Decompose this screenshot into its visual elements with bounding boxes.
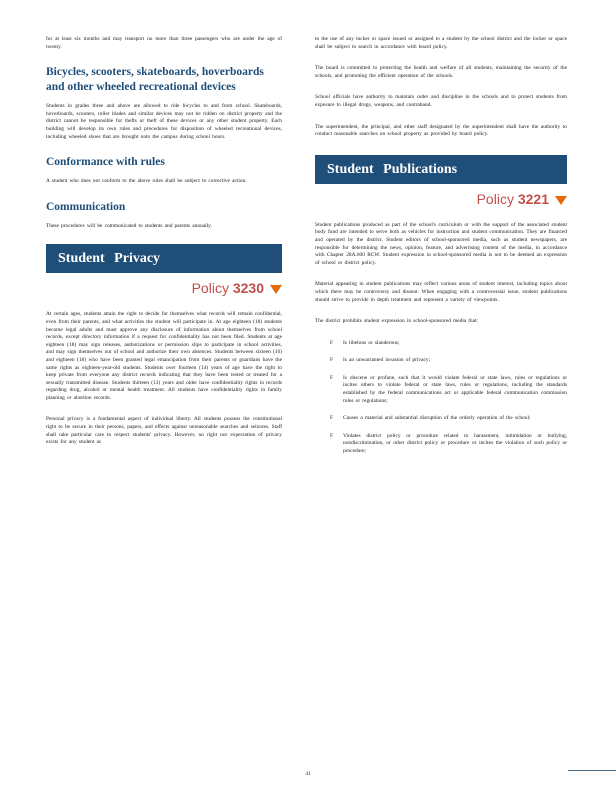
privacy-paragraph-1: At certain ages, students attain the right to decide for themselves what records will remain confidential, even from their parents, and what activities the student will participate in. At age eighteen (18) students become legal adults and must approve any disclosure of information about themselves from school records, except directory information if a request for confidentiality has not been filed. Students at age eighteen (18) may sign releases, authorizations or permission slips to participate in school activities, and may sign themselves out of school and authorize their own absences. Students between sixteen (16) and eighteen (18) who have been granted legal emancipation from their parents or guardians have the same rights as eighteen-year-old students. Students over fourteen (14) years of age have the right to keep private from everyone any district records indicating that they have been tested or treated for a sexually transmitted disease. Students thirteen (13) years and older have confidentiality rights in records regarding drug, alcohol or mental health treatment. All students have confidentiality rights in family planning or abortion records. <box>46 311 282 401</box>
list-item: F Is libelous or slanderous; <box>330 339 400 346</box>
list-item: F Is an unwarranted invasion of privacy; <box>330 357 431 364</box>
conformance-heading: Conformance with rules <box>46 156 165 169</box>
student-publications-banner: Student Publications <box>315 155 567 184</box>
triangle-down-icon <box>270 285 282 294</box>
locker-paragraph: to the use of any locker or space issued or assigned to a student by the school district and the locker or space shall be subject to search in accordance with board policy. <box>315 36 567 50</box>
list-item: F Causes a material and substantial disruption of the orderly operation of the school; <box>330 415 531 422</box>
privacy-paragraph-2: Personal privacy is a fundamental aspect of individual liberty. All students possess the constitutional right to be secure in their persons, papers, and effects against unreasonable searches and seizures. Staff shall take particular care to respect students' privacy. However, no right nor expectation of privacy exists for any student as <box>46 416 282 446</box>
triangle-down-icon <box>555 196 567 205</box>
bullet-icon: F <box>330 374 333 381</box>
bullet-icon: F <box>330 415 333 422</box>
policy-3230-label <box>46 279 282 297</box>
communication-heading: Communication <box>46 200 126 213</box>
policy-3221-label <box>315 190 567 208</box>
policy-label-text: Policy <box>476 190 514 207</box>
publications-paragraph-2: Material appearing in student publications may reflect various areas of student interest, including topics about which there may be controversy and dissent. When engaging with a controversial issue, student publications should strive to provide in depth treatment and represent a variety of viewpoints. <box>315 281 567 303</box>
conformance-paragraph: A student who does not conform to the above rules shall be subject to corrective action. <box>46 178 247 185</box>
bullet-icon: F <box>330 357 333 364</box>
policy-number: 3230 <box>232 280 264 297</box>
list-item: F Is obscene or profane, such that it would violate federal or state laws, rules or regulations or incites others to violate federal or state laws, rules or regulations, including the standards established by the federal communications act or applicable federal communication commission rules or regulations; <box>330 374 567 404</box>
bullet-icon: F <box>330 432 333 439</box>
communication-paragraph: These procedures will be communicated to students and parents annually. <box>46 222 212 229</box>
intro-paragraph: for at least six months and may transport no more than three passengers who are under the age of twenty. <box>46 36 282 50</box>
student-privacy-banner: Student Privacy <box>46 244 282 273</box>
officials-paragraph: School officials have authority to maintain order and discipline in the schools and to protect students from exposure to illegal drugs, weapons, and contraband. <box>315 94 567 108</box>
board-paragraph: The board is committed to protecting the health and welfare of all students, maintaining the security of the schools, and promoting the efficient operation of the schools. <box>315 65 567 79</box>
page-number: 41 <box>305 771 311 777</box>
prohibited-list <box>315 340 567 456</box>
list-item: F Violates district policy or procedure related to harassment, intimidation or bullying, nondiscrimination, or other district policy or procedure or incites the violation of such policy or procedure; <box>330 432 567 455</box>
publications-paragraph-3: The district prohibits student expression in school-sponsored media that: <box>315 318 479 325</box>
superintendent-paragraph: The superintendent, the principal, and other staff designated by the superintendent shall have the authority to conduct reasonable searches on school property as provided by board policy. <box>315 123 567 138</box>
publications-paragraph-1: Student publications produced as part of the school's curriculum or with the support of the associated student body fund are intended to serve both as vehicles for instruction and student communication. They are financed and operated by the district. Student editors of school-sponsored media, such as student newspapers, are responsible for determining the news, opinion, feature, and advertising content of the media, in accordance with Chapter 28A.600 RCW. Student expression in school-sponsored media is not to be deemed an expression of school or district policy. <box>315 221 567 266</box>
right-column <box>315 36 567 466</box>
bullet-icon: F <box>330 339 333 346</box>
policy-label-text: Policy <box>191 280 229 297</box>
bikes-heading: Bicycles, scooters, skateboards, hoverboards and other wheeled recreational devices <box>46 66 264 94</box>
bikes-paragraph: Students in grades three and above are allowed to ride bicycles to and from school. Skateboards, hoverboards, scooters, roller blades and similar devices may not be ridden on district property and the district cannot be responsible for thefts or theft of these devices or any other student property. Each building will develop its own rules and procedures for disposition of wheeled recreational devices, including wheeled shoes that are brought onto the campus during school hours. <box>46 103 282 140</box>
policy-number: 3221 <box>517 190 549 207</box>
left-column <box>46 36 282 461</box>
